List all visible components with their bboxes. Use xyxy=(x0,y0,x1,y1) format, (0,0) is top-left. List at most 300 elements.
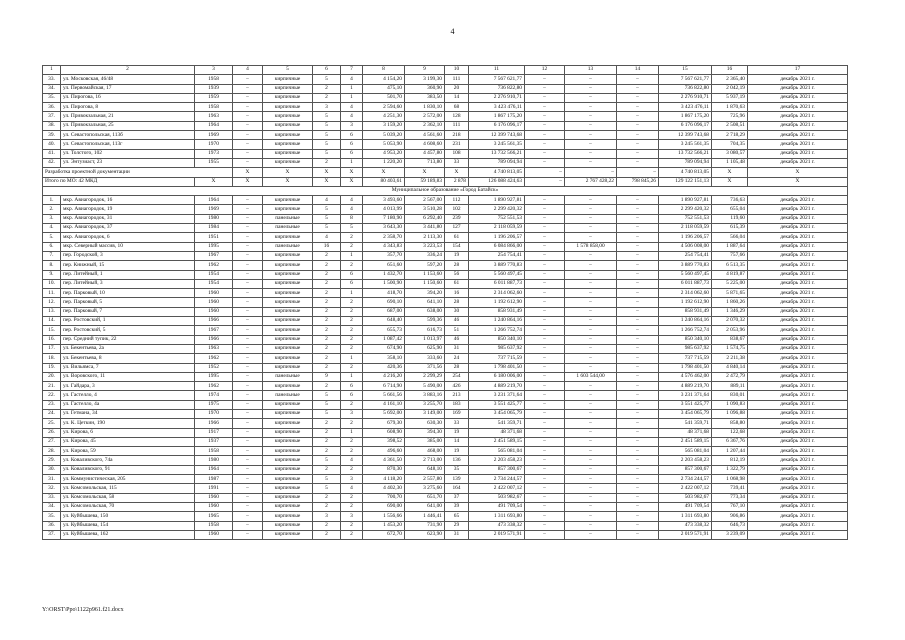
table-cell: 468,00 xyxy=(405,447,445,456)
table-cell: – xyxy=(617,382,659,391)
table-cell: X xyxy=(233,168,263,177)
table-row xyxy=(43,205,848,214)
table-cell: 254 xyxy=(445,372,469,381)
table-cell: 65 xyxy=(445,512,469,521)
table-cell: – xyxy=(525,242,565,251)
table-row xyxy=(43,84,848,93)
table-cell: 2 xyxy=(313,521,341,530)
table-cell: 27. xyxy=(43,437,61,446)
table-cell: – xyxy=(525,140,565,149)
table-cell: 648,10 xyxy=(405,465,445,474)
table-cell: – xyxy=(233,419,263,428)
table-cell: 1 500,90 xyxy=(363,279,405,288)
table-cell: – xyxy=(233,233,263,242)
table-cell: – xyxy=(617,158,659,167)
table-cell: 5 692,00 xyxy=(363,409,405,418)
table-cell: 6 292,40 xyxy=(405,214,445,223)
table-cell: 2 113,30 xyxy=(405,233,445,242)
table-cell: – xyxy=(525,298,565,307)
table-cell: 889,11 xyxy=(712,382,748,391)
column-number: 10 xyxy=(445,66,469,75)
table-body xyxy=(43,66,848,540)
table-cell: 35. xyxy=(43,93,61,102)
table-cell: – xyxy=(565,354,617,363)
table-cell: X xyxy=(445,168,469,177)
table-cell: – xyxy=(565,158,617,167)
table-cell: – xyxy=(565,484,617,493)
table-cell: 679,30 xyxy=(363,419,405,428)
table-cell: 1 xyxy=(341,428,363,437)
table-cell: 33. xyxy=(43,493,61,502)
table-cell: – xyxy=(617,279,659,288)
table-cell: 1958 xyxy=(195,447,233,456)
table-cell: 3 275,60 xyxy=(405,484,445,493)
table-cell: декабрь 2021 г. xyxy=(748,251,848,260)
table-cell: кирпичные xyxy=(263,103,313,112)
table-cell: – xyxy=(565,279,617,288)
table-cell: 26. xyxy=(43,428,61,437)
table-cell: 690,10 xyxy=(363,298,405,307)
table-cell: декабрь 2021 г. xyxy=(748,289,848,298)
table-cell: 48 371,68 xyxy=(469,428,525,437)
table-cell: 2 276 910,71 xyxy=(659,93,712,102)
table-cell: 6 367,76 xyxy=(712,437,748,446)
table-cell: 767,10 xyxy=(712,502,748,511)
table-cell: 4. xyxy=(43,224,61,233)
table-cell: – xyxy=(617,140,659,149)
table-row xyxy=(43,456,848,465)
table-cell: 5 xyxy=(313,214,341,223)
table-cell: X xyxy=(363,168,405,177)
table-cell: кирпичные xyxy=(263,317,313,326)
table-cell: 4 740 813,05 xyxy=(469,168,525,177)
table-cell: декабрь 2021 г. xyxy=(748,437,848,446)
table-cell: 239 xyxy=(445,214,469,223)
table-cell: – xyxy=(565,447,617,456)
table-cell: ул. Севастопольская, 113г xyxy=(61,140,195,149)
table-cell: – xyxy=(233,465,263,474)
table-cell: 757,66 xyxy=(712,251,748,260)
table-row xyxy=(43,214,848,223)
table-cell: 2 xyxy=(313,502,341,511)
table-cell: 651,70 xyxy=(405,493,445,502)
table-cell: 37 xyxy=(445,493,469,502)
table-cell: 4 154,20 xyxy=(363,75,405,84)
table-row xyxy=(43,502,848,511)
table-cell: 2 xyxy=(341,419,363,428)
table-cell: 4 xyxy=(341,75,363,84)
table-cell: 1 798 401,50 xyxy=(469,363,525,372)
table-row xyxy=(43,400,848,409)
table-cell: – xyxy=(565,363,617,372)
table-cell: декабрь 2021 г. xyxy=(748,354,848,363)
table-cell: 2 xyxy=(313,279,341,288)
table-cell: 37. xyxy=(43,530,61,539)
table-cell: 12 399 743,68 xyxy=(469,131,525,140)
table-cell: – xyxy=(233,298,263,307)
table-cell: – xyxy=(565,121,617,130)
column-number: 2 xyxy=(61,66,195,75)
table-cell: декабрь 2021 г. xyxy=(748,447,848,456)
table-cell: 2 xyxy=(341,447,363,456)
table-cell: 4 953,20 xyxy=(363,149,405,158)
table-cell: 858 931,49 xyxy=(659,307,712,316)
table-row xyxy=(43,447,848,456)
table-cell: 1952 xyxy=(195,363,233,372)
table-cell: 858 931,49 xyxy=(469,307,525,316)
table-cell: 648,40 xyxy=(363,317,405,326)
table-cell: 2 xyxy=(313,437,341,446)
table-cell: декабрь 2021 г. xyxy=(748,372,848,381)
table-cell: 5 xyxy=(313,149,341,158)
table-cell: 830,01 xyxy=(712,391,748,400)
table-row xyxy=(43,317,848,326)
table-cell: 731,90 xyxy=(405,521,445,530)
table-cell: 1987 xyxy=(195,475,233,484)
table-cell: 14 xyxy=(445,93,469,102)
table-cell: – xyxy=(525,326,565,335)
table-cell: ул. Пирогова, 8 xyxy=(61,103,195,112)
table-cell: 3 441,80 xyxy=(405,224,445,233)
table-cell: 3 883,16 xyxy=(405,391,445,400)
column-number: 16 xyxy=(712,66,748,75)
table-cell: 2 314 062,60 xyxy=(659,289,712,298)
table-cell: 4 xyxy=(313,196,341,205)
table-cell: – xyxy=(617,205,659,214)
table-cell: – xyxy=(565,502,617,511)
table-cell: 2 572,00 xyxy=(405,112,445,121)
table-cell: 40. xyxy=(43,140,61,149)
table-cell: декабрь 2021 г. xyxy=(748,512,848,521)
table-cell: 129 122 151,13 xyxy=(659,177,712,186)
table-cell: 906,86 xyxy=(712,512,748,521)
table-cell: 1958 xyxy=(195,521,233,530)
table-cell: 1. xyxy=(43,196,61,205)
table-cell: 1960 xyxy=(195,289,233,298)
table-cell: 655,04 xyxy=(712,205,748,214)
table-cell: 1960 xyxy=(195,530,233,539)
table-cell: декабрь 2021 г. xyxy=(748,475,848,484)
column-number-row xyxy=(43,66,848,75)
table-cell: декабрь 2021 г. xyxy=(748,363,848,372)
table-cell: 4 xyxy=(341,103,363,112)
table-cell: 6. xyxy=(43,242,61,251)
table-cell: 1960 xyxy=(195,502,233,511)
table-cell: 3 423 476,11 xyxy=(659,103,712,112)
table-cell: – xyxy=(525,103,565,112)
table-cell: – xyxy=(565,317,617,326)
table-cell: – xyxy=(525,502,565,511)
table-cell: 2 070,32 xyxy=(712,317,748,326)
table-cell: 28 xyxy=(445,298,469,307)
table-cell: декабрь 2021 г. xyxy=(748,214,848,223)
table-cell: 608,90 xyxy=(363,428,405,437)
table-cell: 1964 xyxy=(195,465,233,474)
table-cell: 1951 xyxy=(195,233,233,242)
table-cell: 1980 xyxy=(195,214,233,223)
table-cell: – xyxy=(617,400,659,409)
table-cell: 850 340,10 xyxy=(469,335,525,344)
table-cell: 651,60 xyxy=(363,261,405,270)
table-cell: ул. Куйбышева, 154 xyxy=(61,521,195,530)
table-cell: – xyxy=(233,251,263,260)
table-cell: 4 xyxy=(341,484,363,493)
table-row xyxy=(43,93,848,102)
table-row xyxy=(43,121,848,130)
table-cell: кирпичные xyxy=(263,363,313,372)
table-cell: – xyxy=(525,214,565,223)
table-cell: 33. xyxy=(43,75,61,84)
table-cell: – xyxy=(525,465,565,474)
table-cell: 2 xyxy=(341,335,363,344)
table-cell: 3 551 425,77 xyxy=(659,400,712,409)
table-cell: 2 xyxy=(313,428,341,437)
table-cell: 475,10 xyxy=(363,84,405,93)
table-cell: 10. xyxy=(43,279,61,288)
table-cell: декабрь 2021 г. xyxy=(748,103,848,112)
table-cell: 641,10 xyxy=(405,298,445,307)
table-cell: 2 xyxy=(341,521,363,530)
table-cell: 5 xyxy=(313,484,341,493)
table-cell: декабрь 2021 г. xyxy=(748,344,848,353)
table-cell: 599,36 xyxy=(405,317,445,326)
table-cell: 3 239,09 xyxy=(712,530,748,539)
table-cell: 1 xyxy=(341,372,363,381)
table-cell: – xyxy=(525,233,565,242)
table-cell: – xyxy=(617,168,659,177)
table-cell: 46 xyxy=(445,317,469,326)
table-cell: 2 xyxy=(341,530,363,539)
table-cell: ул. Комсомольская, 58 xyxy=(61,493,195,502)
table-cell: 333,60 xyxy=(405,354,445,363)
table-cell: 8 xyxy=(341,214,363,223)
table-cell: – xyxy=(617,242,659,251)
table-cell: кирпичные xyxy=(263,382,313,391)
table-cell: 2 xyxy=(313,382,341,391)
table-cell: 5 xyxy=(341,224,363,233)
column-number: 17 xyxy=(748,66,848,75)
table-row xyxy=(43,465,848,474)
table-cell: 2 xyxy=(341,344,363,353)
table-cell: 420,36 xyxy=(363,363,405,372)
table-cell: – xyxy=(525,475,565,484)
table-cell: 59 189,83 xyxy=(405,177,445,186)
table-cell: – xyxy=(525,75,565,84)
table-cell: 51 xyxy=(445,326,469,335)
table-cell: – xyxy=(233,196,263,205)
table-cell: – xyxy=(233,149,263,158)
table-cell: 2 713,00 xyxy=(405,456,445,465)
table-cell: 29. xyxy=(43,456,61,465)
table-cell: кирпичные xyxy=(263,121,313,130)
table-cell: 2 xyxy=(341,317,363,326)
table-cell: 1 150,60 xyxy=(405,279,445,288)
table-cell: 7 567 621,77 xyxy=(469,75,525,84)
table-cell: – xyxy=(617,112,659,121)
table-cell: – xyxy=(233,363,263,372)
table-cell: 2 xyxy=(341,502,363,511)
table-cell: декабрь 2021 г. xyxy=(748,205,848,214)
table-cell: 1970 xyxy=(195,409,233,418)
table-cell: 789 094,94 xyxy=(469,158,525,167)
table-cell: – xyxy=(233,224,263,233)
table-cell: 1939 xyxy=(195,84,233,93)
table-cell: 1958 xyxy=(195,103,233,112)
table-cell: 5 xyxy=(313,112,341,121)
table-cell: – xyxy=(617,326,659,335)
table-cell: – xyxy=(525,363,565,372)
table-cell: 1 453,20 xyxy=(363,521,405,530)
table-cell: 1 196 206,57 xyxy=(469,233,525,242)
table-cell: пер. Литейный, 1 xyxy=(61,270,195,279)
table-row xyxy=(43,363,848,372)
table-cell: 2 xyxy=(341,242,363,251)
table-cell: 24. xyxy=(43,409,61,418)
table-cell: 1995 xyxy=(195,242,233,251)
table-cell: 3 xyxy=(313,103,341,112)
table-cell: 5 225,00 xyxy=(712,279,748,288)
table-cell: – xyxy=(565,326,617,335)
table-cell: 1 096,88 xyxy=(712,409,748,418)
table-cell: 1 322,79 xyxy=(712,465,748,474)
table-cell: кирпичные xyxy=(263,251,313,260)
table-cell: 2 xyxy=(313,363,341,372)
table-cell: 18. xyxy=(43,354,61,363)
table-cell: 164 xyxy=(445,484,469,493)
column-number: 8 xyxy=(363,66,405,75)
table-cell: кирпичные xyxy=(263,409,313,418)
table-cell: 3 423 476,11 xyxy=(469,103,525,112)
table-cell: 29 xyxy=(445,521,469,530)
table-cell: декабрь 2021 г. xyxy=(748,84,848,93)
table-cell: кирпичные xyxy=(263,437,313,446)
table-cell: 1966 xyxy=(195,419,233,428)
table-cell: 371,56 xyxy=(405,363,445,372)
table-cell: – xyxy=(565,205,617,214)
table-cell: 336,24 xyxy=(405,251,445,260)
table-cell: 183 xyxy=(445,400,469,409)
table-cell: X xyxy=(263,177,313,186)
table-cell: 1 192 612,90 xyxy=(659,298,712,307)
table-cell: 39 xyxy=(445,502,469,511)
table-cell: 7 180,90 xyxy=(363,214,405,223)
table-cell: декабрь 2021 г. xyxy=(748,502,848,511)
table-cell: кирпичные xyxy=(263,261,313,270)
table-cell: декабрь 2021 г. xyxy=(748,400,848,409)
table-cell: – xyxy=(525,149,565,158)
table-cell: 752 551,53 xyxy=(659,214,712,223)
table-cell: декабрь 2021 г. xyxy=(748,233,848,242)
table-cell: X xyxy=(712,168,748,177)
table-cell: декабрь 2021 г. xyxy=(748,391,848,400)
table-cell: 6 xyxy=(341,140,363,149)
table-cell: 1962 xyxy=(195,382,233,391)
table-cell: 2 365,40 xyxy=(712,75,748,84)
table-cell: – xyxy=(617,317,659,326)
table-cell: 2 567,00 xyxy=(405,196,445,205)
table-cell: 2 019 571,91 xyxy=(659,530,712,539)
table-cell: 4 xyxy=(313,233,341,242)
table-cell: 31 xyxy=(445,530,469,539)
table-cell: 6 xyxy=(341,382,363,391)
table-cell: 2 508,51 xyxy=(712,121,748,130)
table-row xyxy=(43,335,848,344)
table-cell: 565 081,04 xyxy=(469,447,525,456)
table-cell: 1965 xyxy=(195,512,233,521)
table-cell: – xyxy=(525,112,565,121)
table-cell: 39. xyxy=(43,131,61,140)
table-cell: 1 090,83 xyxy=(712,400,748,409)
table-cell: 6 xyxy=(341,149,363,158)
table-cell: 2 767 428,22 xyxy=(565,177,617,186)
table-row xyxy=(43,437,848,446)
table-cell: 48 371,68 xyxy=(659,428,712,437)
table-cell: 1969 xyxy=(195,131,233,140)
table-cell: – xyxy=(233,382,263,391)
table-cell: – xyxy=(525,93,565,102)
table-cell: – xyxy=(617,251,659,260)
table-cell: 5 xyxy=(313,75,341,84)
table-cell: – xyxy=(233,279,263,288)
table-cell: 1960 xyxy=(195,298,233,307)
table-cell: декабрь 2021 г. xyxy=(748,530,848,539)
table-cell: 1 311 693,80 xyxy=(469,512,525,521)
table-cell: декабрь 2021 г. xyxy=(748,131,848,140)
table-row xyxy=(43,521,848,530)
table-cell: 28. xyxy=(43,447,61,456)
table-cell: – xyxy=(565,261,617,270)
table-cell: пер. Парковый, 5 xyxy=(61,298,195,307)
table-cell: 3 454 065,79 xyxy=(469,409,525,418)
table-cell: 111 xyxy=(445,121,469,130)
table-cell: – xyxy=(617,270,659,279)
table-cell: 1 xyxy=(341,93,363,102)
table-cell: пер. Парковый, 7 xyxy=(61,307,195,316)
design-documentation-label: Разработка проектной документации xyxy=(43,168,233,177)
table-cell: пер. Книжный, 15 xyxy=(61,261,195,270)
table-cell: – xyxy=(617,428,659,437)
table-cell: 3 510,28 xyxy=(405,205,445,214)
table-cell: 491 709,54 xyxy=(659,502,712,511)
table-cell: 5 xyxy=(313,140,341,149)
table-cell: – xyxy=(233,214,263,223)
table-row xyxy=(43,279,848,288)
table-cell: 4 xyxy=(341,456,363,465)
table-cell: – xyxy=(233,112,263,121)
table-cell: 32. xyxy=(43,484,61,493)
table-cell: 870,30 xyxy=(363,465,405,474)
table-cell: – xyxy=(565,298,617,307)
table-cell: 501,70 xyxy=(363,93,405,102)
table-cell: – xyxy=(525,344,565,353)
table-cell: 3 231 371,64 xyxy=(469,391,525,400)
table-cell: – xyxy=(617,419,659,428)
table-row xyxy=(43,103,848,112)
table-cell: – xyxy=(525,521,565,530)
table-cell: 5 560 497,45 xyxy=(469,270,525,279)
table-row xyxy=(43,391,848,400)
table-cell: – xyxy=(525,158,565,167)
table-cell: 565 081,04 xyxy=(659,447,712,456)
table-cell: ул. Бекентьева, 2а xyxy=(61,344,195,353)
table-cell: декабрь 2021 г. xyxy=(748,140,848,149)
table-cell: – xyxy=(525,84,565,93)
table-cell: 1 890 927,81 xyxy=(659,196,712,205)
table-cell: 426 xyxy=(445,382,469,391)
table-cell: 2 xyxy=(313,307,341,316)
table-cell: кирпичные xyxy=(263,521,313,530)
table-cell: – xyxy=(525,279,565,288)
